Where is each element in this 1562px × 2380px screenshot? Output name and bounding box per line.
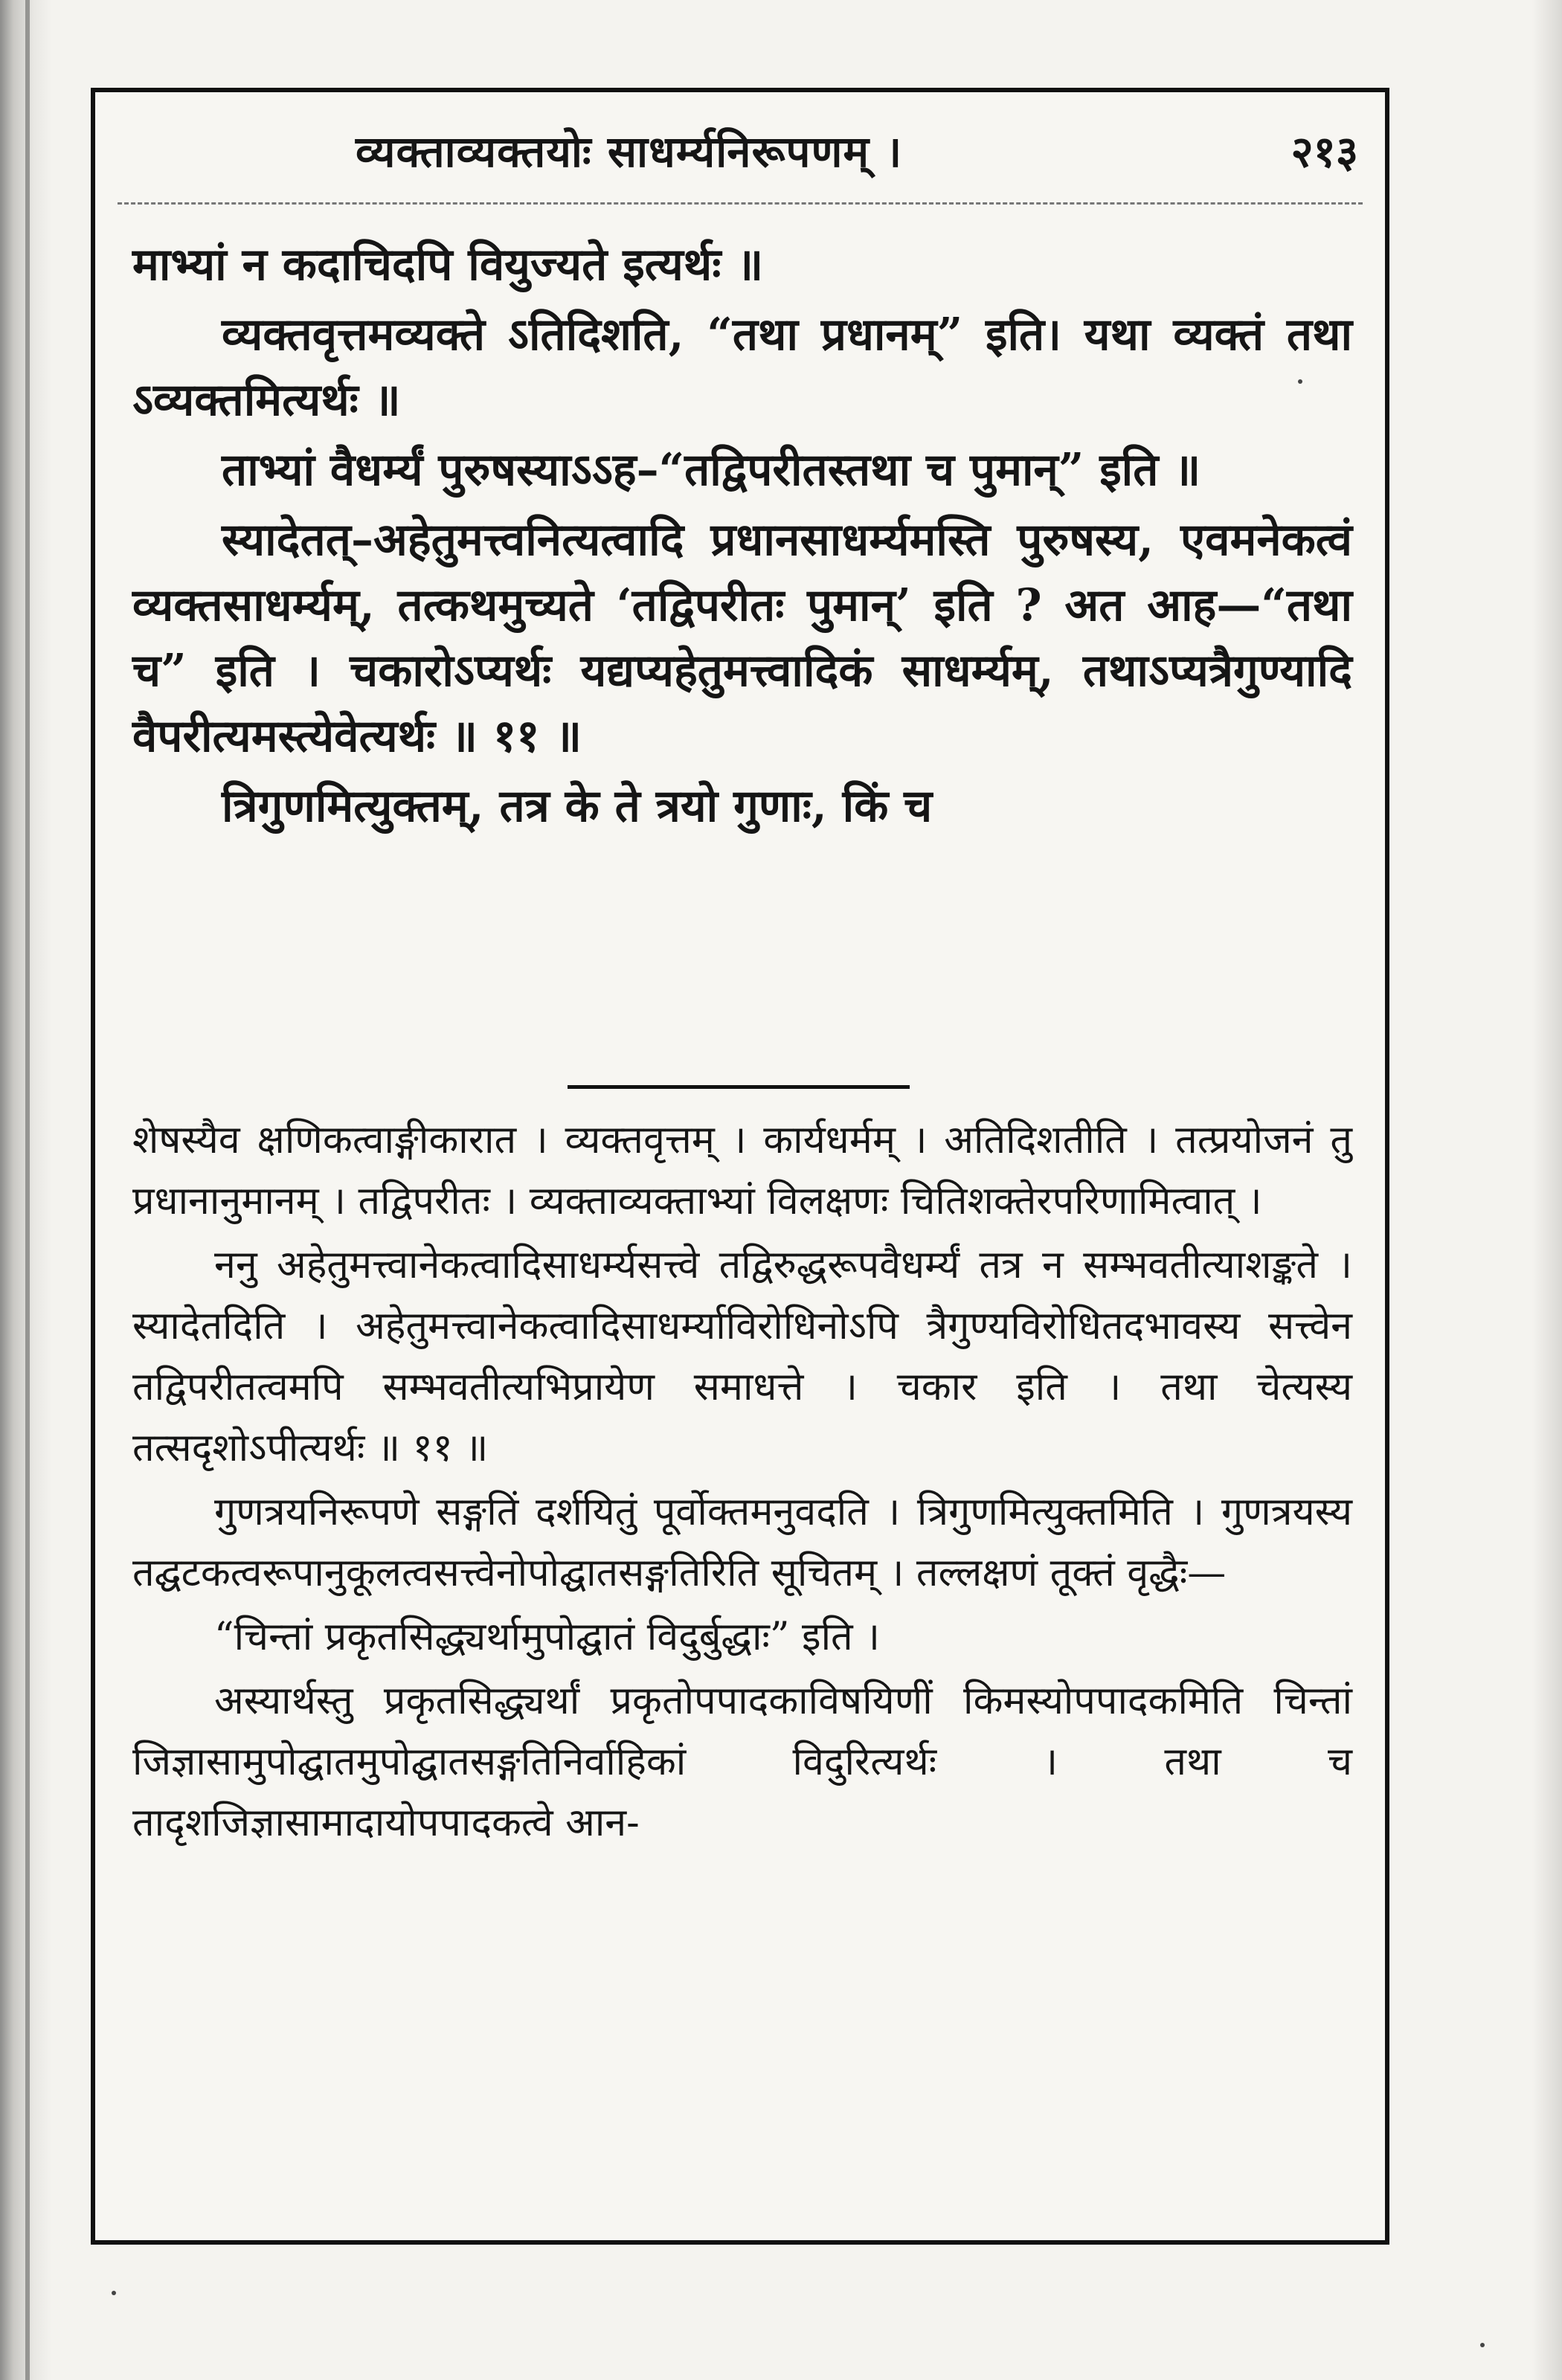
commentary-block [132,1110,1352,1856]
main-paragraph: व्यक्तवृत्तमव्यक्ते ऽतिदिशति, “तथा प्रधानम्” इति। यथा व्यक्तं तथा ऽव्यक्तमित्यर्थः ॥ [132,309,1352,426]
scan-speck [112,2291,116,2295]
main-paragraph: स्यादेतत्–अहेतुमत्त्वनित्यत्वादि प्रधानसाधर्म्यमस्ति पुरुषस्य, एवमनेकत्वं व्यक्तसाधर्म्यम्, तत्कथमुच्यते ‘तद्विपरीतः पुमान्’ इति ? अत आह—“तथा च” इति । चकारोऽप्यर्थः यद्यप्यहेतुमत्त्वादिकं साधर्म्यम्, तथाऽप्यत्रैगुण्यादि वैपरीत्यमस्त्येवेत्यर्थः ॥ ११ ॥ [132,514,1352,762]
main-paragraph: ताभ्यां वैधर्म्यं पुरुषस्याऽऽह–“तद्विपरीतस्तथा च पुमान्” इति ॥ [222,444,1201,496]
running-title: व्यक्ताव्यक्तयोः साधर्म्यनिरूपणम् । [356,126,903,177]
commentary-paragraph: गुणत्रयनिरूपणे सङ्गतिं दर्शयितुं पूर्वोक्तमनुवदति । त्रिगुणमित्युक्तमिति । गुणत्रयस्य तद्घटकत्वरूपानुकूलत्वसत्त्वेनोपोद्घातसङ्गतिरिति सूचितम् । तल्लक्षणं तूक्तं वृद्धैः— [132,1490,1352,1595]
commentary-paragraph: “चिन्तां प्रकृतसिद्ध्यर्थामुपोद्घातं विदुर्बुद्धाः” इति । [214,1615,880,1659]
commentary-paragraph: अस्यार्थस्तु प्रकृतसिद्ध्यर्थां प्रकृतोपपादकाविषयिणीं किमस्योपपादकमिति चिन्तां जिज्ञासामुपोद्घातमुपोद्घातसङ्गतिनिर्वाहिकां विदुरित्यर्थः । तथा च तादृशजिज्ञासामादायोपपादकत्वे आन- [132,1679,1352,1845]
page-number: २१३ [1291,126,1358,177]
main-paragraph: त्रिगुणमित्युक्तम्, तत्र के ते त्रयो गुणाः, किं च [222,780,933,832]
page-right-edge [1532,0,1562,2380]
scan-speck [1480,2343,1485,2347]
section-divider [568,1085,910,1089]
page-header [95,112,1385,193]
commentary-paragraph: शेषस्यैव क्षणिकत्वाङ्गीकारात । व्यक्तवृत्तम् । कार्यधर्मम् । अतिदिशतीति । तत्प्रयोजनं तु प्रधानानुमानम् । तद्विपरीतः । व्यक्ताव्यक्ताभ्यां विलक्षणः चितिशक्तेरपरिणामित्वात् । [132,1118,1352,1223]
header-rule [118,202,1363,205]
main-text-block [132,232,1352,843]
commentary-paragraph: ननु अहेतुमत्त्वानेकत्वादिसाधर्म्यसत्त्वे तद्विरुद्धरूपवैधर्म्यं तत्र न सम्भवतीत्याशङ्कते । स्यादेतदिति । अहेतुमत्त्वानेकत्वादिसाधर्म्याविरोधिनोऽपि त्रैगुण्यविरोधितदभावस्य सत्त्वेन तद्विपरीतत्वमपि सम्भवतीत्यभिप्रायेण समाधत्ते । चकार इति । तथा चेत्यस्य तत्सदृशोऽपीत्यर्थः ॥ ११ ॥ [132,1243,1352,1470]
binding-edge-line [25,0,30,2380]
scan-speck [1298,379,1302,384]
main-paragraph: माभ्यां न कदाचिदपि वियुज्यते इत्यर्थः ॥ [132,239,764,291]
page-border-frame [91,88,1389,2245]
